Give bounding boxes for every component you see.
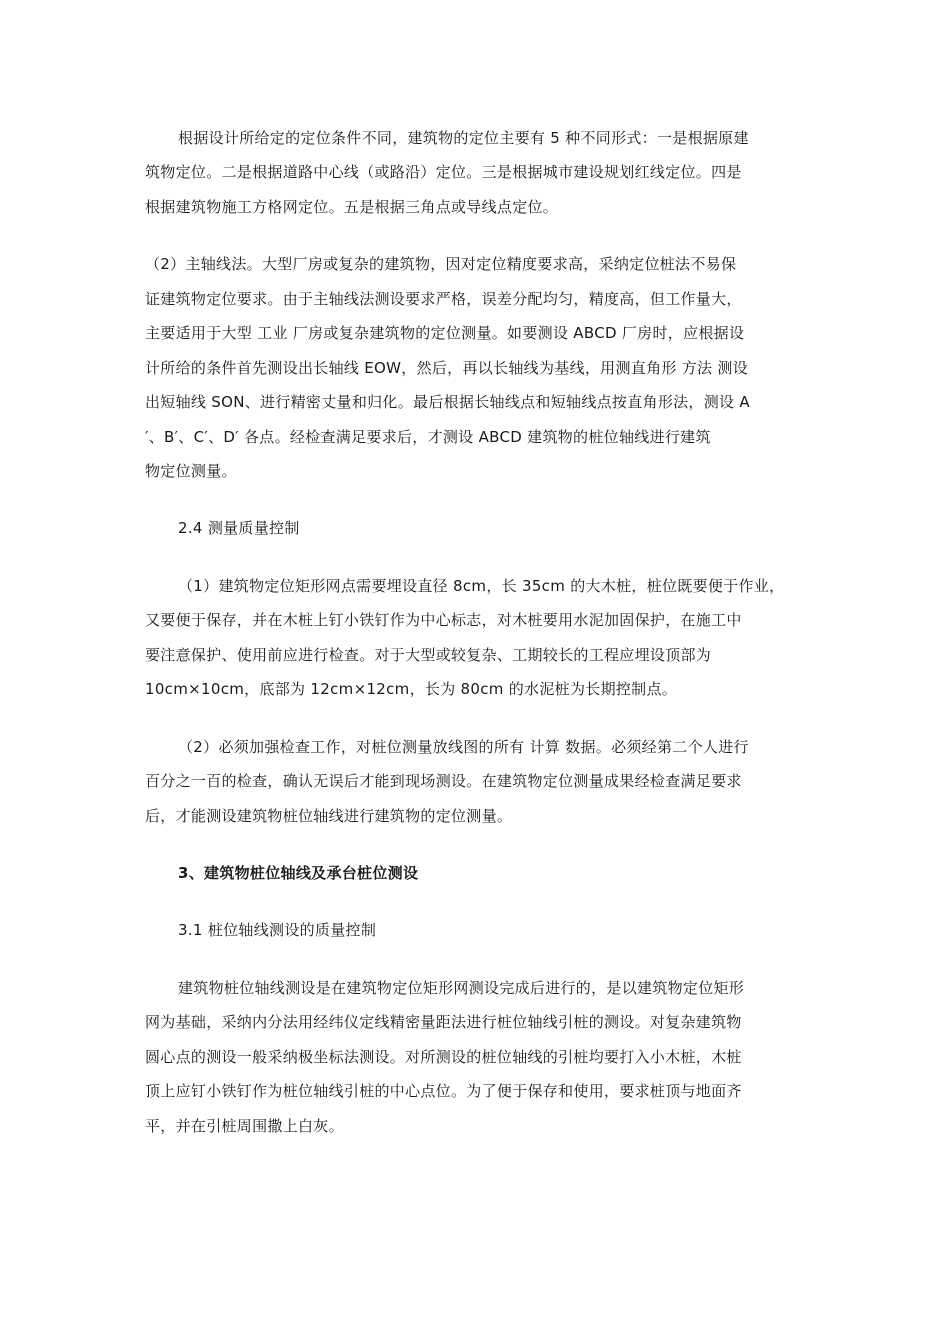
paragraph-line: 顶上应钉小铁钉作为桩位轴线引桩的中心点位。为了便于保存和使用，要求桩顶与地面齐 — [145, 1082, 742, 1100]
paragraph-line: 百分之一百的检查，确认无误后才能到现场测设。在建筑物定位测量成果经检查满足要求 — [145, 772, 742, 790]
paragraph-line: 网为基础，采纳内分法用经纬仪定线精密量距法进行桩位轴线引桩的测设。对复杂建筑物 — [145, 1013, 742, 1031]
paragraph-line: 证建筑物定位要求。由于主轴线法测设要求严格，误差分配均匀，精度高，但工作量大， — [145, 290, 742, 308]
paragraph-line: 物定位测量。 — [145, 462, 237, 480]
paragraph-line: （2）必须加强检查工作，对桩位测量放线图的所有 计算 数据。必须经第二个人进行 — [178, 738, 749, 756]
section-heading-2-4: 2.4 测量质量控制 — [178, 519, 300, 537]
paragraph-line: 根据设计所给定的定位条件不同，建筑物的定位主要有 5 种不同形式：一是根据原建 — [178, 129, 749, 147]
paragraph-line: 10cm×10cm，底部为 12cm×12cm，长为 80cm 的水泥桩为长期控制点。 — [145, 680, 678, 698]
paragraph-line: 又要便于保存，并在木桩上钉小铁钉作为中心标志，对木桩要用水泥加固保护，在施工中 — [145, 611, 742, 629]
section-heading-3: 3、建筑物桩位轴线及承台桩位测设 — [178, 864, 419, 882]
paragraph-line: 计所给的条件首先测设出长轴线 EOW，然后，再以长轴线为基线，用测直角形 方法 测设 — [145, 359, 749, 377]
paragraph-line: 平，并在引桩周围撒上白灰。 — [145, 1117, 344, 1135]
paragraph-line: 建筑物桩位轴线测设是在建筑物定位矩形网测设完成后进行的，是以建筑物定位矩形 — [178, 979, 745, 997]
paragraph-line: 圆心点的测设一般采纳极坐标法测设。对所测设的桩位轴线的引桩均要打入小木桩，木桩 — [145, 1048, 742, 1066]
paragraph-line: 后，才能测设建筑物桩位轴线进行建筑物的定位测量。 — [145, 807, 513, 825]
paragraph-line: （2）主轴线法。大型厂房或复杂的建筑物，因对定位精度要求高，采纳定位桩法不易保 — [145, 255, 737, 273]
paragraph-line: 出短轴线 SON、进行精密丈量和归化。最后根据长轴线点和短轴线点按直角形法，测设 A — [145, 393, 750, 411]
paragraph-line: ′、B′、C′、D′ 各点。经检查满足要求后，才测设 ABCD 建筑物的桩位轴线进行建筑 — [145, 428, 711, 446]
section-heading-3-1: 3.1 桩位轴线测设的质量控制 — [178, 921, 377, 939]
paragraph-line: 主要适用于大型 工业 厂房或复杂建筑物的定位测量。如要测设 ABCD 厂房时，应根据设 — [145, 324, 745, 342]
paragraph-line: 筑物定位。二是根据道路中心线（或路沿）定位。三是根据城市建设规划红线定位。四是 — [145, 163, 742, 181]
paragraph-line: （1）建筑物定位矩形网点需要埋设直径 8cm，长 35cm 的大木桩，桩位既要便于作业， — [178, 577, 785, 595]
paragraph-line: 根据建筑物施工方格网定位。五是根据三角点或导线点定位。 — [145, 198, 559, 216]
paragraph-line: 要注意保护、使用前应进行检查。对于大型或较复杂、工期较长的工程应埋设顶部为 — [145, 646, 712, 664]
